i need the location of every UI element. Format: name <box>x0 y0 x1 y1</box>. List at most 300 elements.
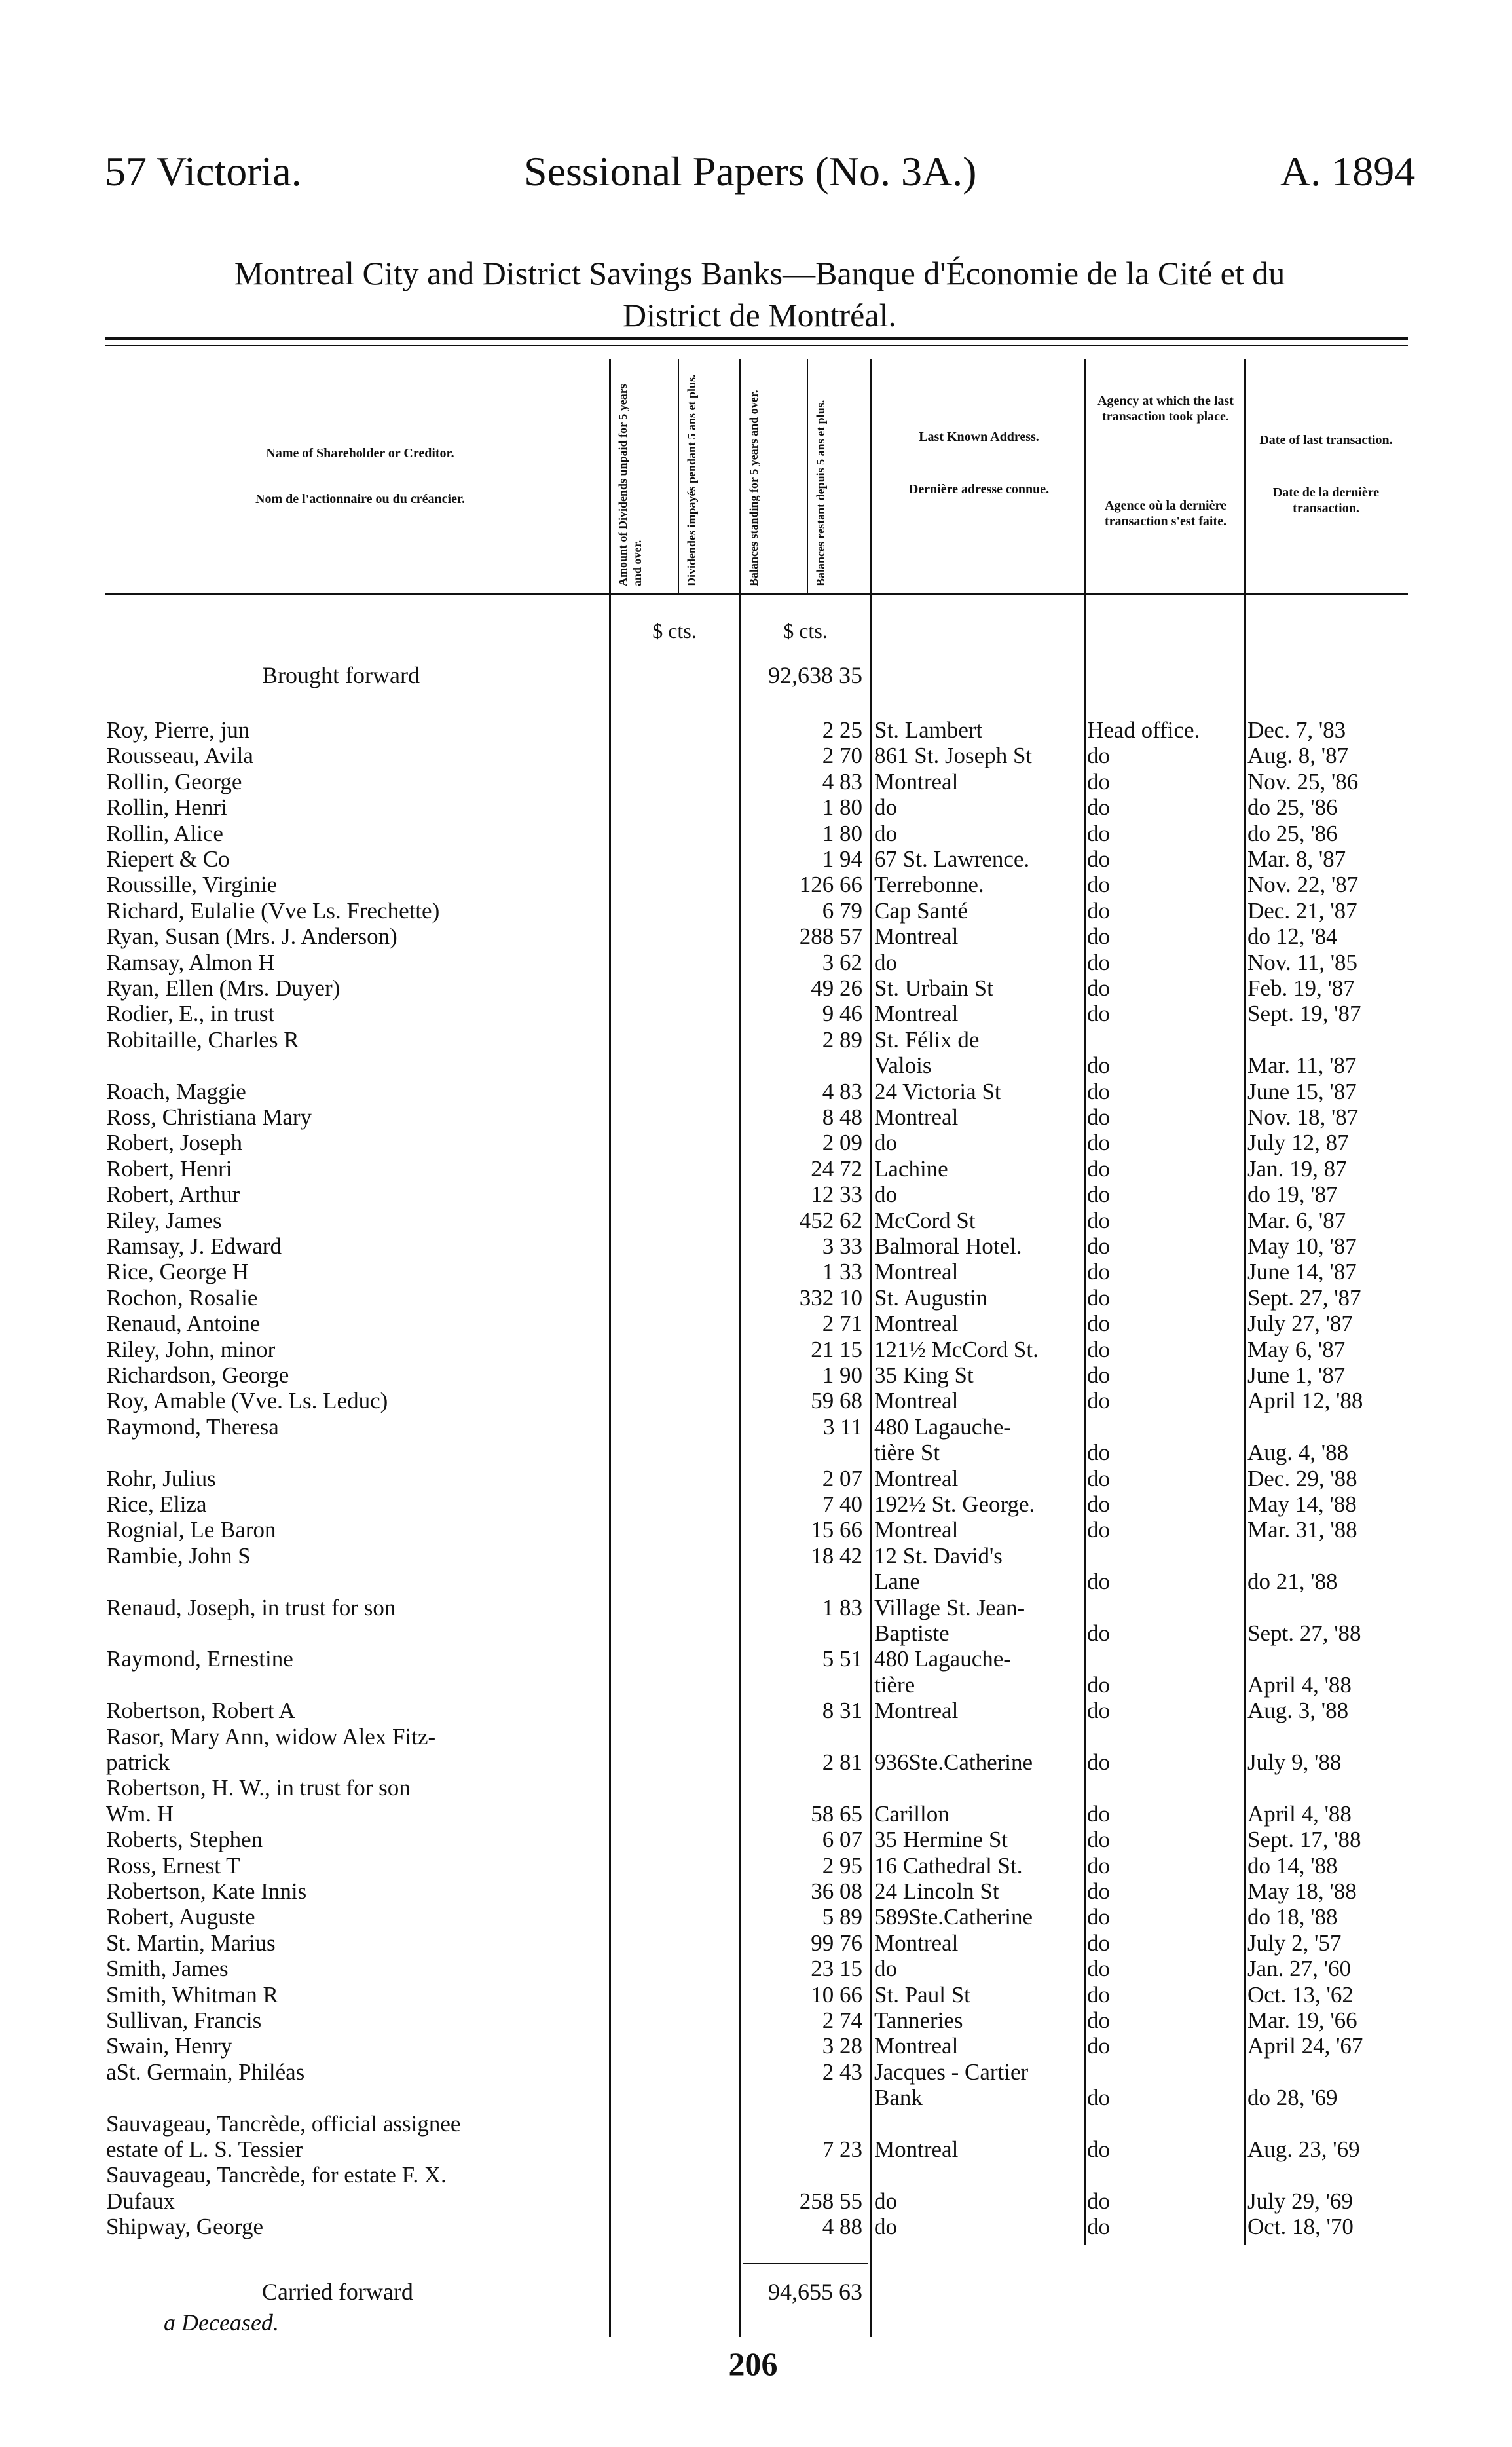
table-row <box>0 1466 1512 1491</box>
balance-amount: 21 15 <box>811 1337 862 1362</box>
last-address: Montreal <box>874 924 959 949</box>
balance-amount: 2 43 <box>822 2059 862 2085</box>
balance-amount: 23 15 <box>811 1956 862 1981</box>
table-row <box>0 1130 1512 1155</box>
table-row <box>0 1285 1512 1311</box>
agency: do <box>1087 1440 1110 1465</box>
table-row <box>0 1182 1512 1207</box>
last-address: Baptiste <box>874 1620 950 1646</box>
transaction-date: May 14, '88 <box>1247 1491 1357 1517</box>
transaction-date: Nov. 25, '86 <box>1247 769 1359 794</box>
shareholder-name: Roy, Amable (Vve. Ls. Leduc) <box>106 1388 388 1413</box>
agency: do <box>1087 1130 1110 1155</box>
table-row <box>0 2033 1512 2059</box>
shareholder-name: Rice, Eliza <box>106 1491 207 1517</box>
last-address: 192½ St. George. <box>874 1491 1035 1517</box>
top-rule-thin <box>105 345 1408 346</box>
balance-amount: 12 33 <box>811 1182 862 1207</box>
balance-amount: 3 62 <box>822 950 862 975</box>
last-address: Montreal <box>874 1517 959 1542</box>
balance-amount: 18 42 <box>811 1543 862 1569</box>
balance-amount: 452 62 <box>799 1208 862 1233</box>
transaction-date: do 12, '84 <box>1247 924 1338 949</box>
last-address: Bank <box>874 2085 923 2110</box>
last-address: Tanneries <box>874 2008 963 2033</box>
balance-amount: 2 70 <box>822 743 862 768</box>
shareholder-name: Rasor, Mary Ann, widow Alex Fitz- <box>106 1724 436 1749</box>
transaction-date: do 21, '88 <box>1247 1569 1338 1594</box>
transaction-date: Nov. 22, '87 <box>1247 872 1359 897</box>
balance-amount: 58 65 <box>811 1801 862 1827</box>
last-address: Montreal <box>874 1388 959 1413</box>
transaction-date: Dec. 29, '88 <box>1247 1466 1357 1491</box>
shareholder-name: Robitaille, Charles R <box>106 1027 299 1053</box>
last-address: St. Félix de <box>874 1027 980 1053</box>
table-row <box>0 2137 1512 2162</box>
last-address: McCord St <box>874 1208 976 1233</box>
shareholder-name: Riley, James <box>106 1208 222 1233</box>
carried-forward-amount: 94,655 63 <box>768 2279 862 2305</box>
table-row <box>0 1801 1512 1827</box>
last-address: tière <box>874 1672 915 1698</box>
table-row <box>0 1104 1512 1130</box>
shareholder-name: Shipway, George <box>106 2214 264 2239</box>
balance-amount: 7 23 <box>822 2137 862 2162</box>
agency: do <box>1087 1878 1110 1904</box>
transaction-date: Mar. 31, '88 <box>1247 1517 1357 1542</box>
table-row <box>0 1982 1512 2008</box>
total-rule <box>743 2263 868 2264</box>
transaction-date: Sept. 17, '88 <box>1247 1827 1361 1852</box>
shareholder-name: Renaud, Antoine <box>106 1311 261 1336</box>
transaction-date: July 12, 87 <box>1247 1130 1349 1155</box>
shareholder-name: Dufaux <box>106 2188 175 2214</box>
shareholder-name: Rice, George H <box>106 1259 249 1284</box>
agency: do <box>1087 1362 1110 1388</box>
shareholder-name: Robert, Auguste <box>106 1904 255 1930</box>
shareholder-name: Sullivan, Francis <box>106 2008 262 2033</box>
last-address: do <box>874 794 897 820</box>
table-row <box>0 1930 1512 1956</box>
last-address: 936Ste.Catherine <box>874 1749 1033 1775</box>
agency: do <box>1087 1285 1110 1311</box>
balance-amount: 126 66 <box>799 872 862 897</box>
agency: do <box>1087 743 1110 768</box>
page-number: 206 <box>728 2345 778 2382</box>
last-address: 67 St. Lawrence. <box>874 846 1030 872</box>
shareholder-name: Ross, Christiana Mary <box>106 1104 312 1130</box>
agency: do <box>1087 794 1110 820</box>
last-address: Lane <box>874 1569 920 1594</box>
shareholder-name: Robert, Arthur <box>106 1182 240 1207</box>
shareholder-name: Richard, Eulalie (Vve Ls. Frechette) <box>106 898 440 924</box>
table-row <box>0 1956 1512 1981</box>
shareholder-name: aSt. Germain, Philéas <box>106 2059 305 2085</box>
shareholder-name: Rollin, Henri <box>106 794 227 820</box>
transaction-date: July 27, '87 <box>1247 1311 1353 1336</box>
table-row <box>0 717 1512 743</box>
agency: do <box>1087 1053 1110 1078</box>
last-address: Cap Santé <box>874 898 968 924</box>
balance-amount: 3 28 <box>822 2033 862 2059</box>
balance-amount: 5 89 <box>822 1904 862 1930</box>
table-row <box>0 1053 1512 1078</box>
transaction-date: Aug. 23, '69 <box>1247 2137 1360 2162</box>
last-address: St. Lambert <box>874 717 983 743</box>
table-row <box>0 898 1512 924</box>
agency: do <box>1087 1517 1110 1542</box>
last-address: Montreal <box>874 2137 959 2162</box>
column-header-date: Date of last transaction. <box>1259 433 1393 447</box>
transaction-date: Oct. 18, '70 <box>1247 2214 1354 2239</box>
transaction-date: Nov. 11, '85 <box>1247 950 1358 975</box>
last-address: Montreal <box>874 1698 959 1723</box>
last-address: Lachine <box>874 1156 948 1182</box>
table-row <box>0 1517 1512 1542</box>
last-address: do <box>874 821 897 846</box>
balance-amount: 4 83 <box>822 1079 862 1104</box>
agency: do <box>1087 1569 1110 1594</box>
table-row <box>0 1440 1512 1465</box>
balance-amount: 3 11 <box>823 1414 862 1440</box>
balance-amount: 15 66 <box>811 1517 862 1542</box>
table-row <box>0 769 1512 794</box>
agency: do <box>1087 1466 1110 1491</box>
shareholder-name: Rodier, E., in trust <box>106 1001 275 1026</box>
balance-amount: 4 88 <box>822 2214 862 2239</box>
last-address: do <box>874 950 897 975</box>
table-row <box>0 2214 1512 2239</box>
last-address: 24 Victoria St <box>874 1079 1001 1104</box>
footnote: a Deceased. <box>164 2309 279 2336</box>
shareholder-name: Ramsay, J. Edward <box>106 1233 282 1259</box>
balance-amount: 9 46 <box>822 1001 862 1026</box>
last-address: Jacques - Cartier <box>874 2059 1029 2085</box>
table-row <box>0 1156 1512 1182</box>
table-row <box>0 821 1512 846</box>
agency: do <box>1087 2033 1110 2059</box>
shareholder-name: Roach, Maggie <box>106 1079 246 1104</box>
column-header-name-fr: Nom de l'actionnaire ou du créancier. <box>255 492 465 506</box>
agency: do <box>1087 1104 1110 1130</box>
table-row <box>0 2111 1512 2137</box>
shareholder-name: Raymond, Theresa <box>106 1414 279 1440</box>
last-address: St. Augustin <box>874 1285 988 1311</box>
agency: do <box>1087 1749 1110 1775</box>
agency: do <box>1087 1001 1110 1026</box>
column-header-balances: Balances standing for 5 years and over. <box>747 390 760 586</box>
transaction-date: Sept. 27, '88 <box>1247 1620 1361 1646</box>
shareholder-name: Roberts, Stephen <box>106 1827 263 1852</box>
table-row <box>0 1233 1512 1259</box>
table-row <box>0 872 1512 897</box>
transaction-date: April 4, '88 <box>1247 1672 1352 1698</box>
last-address: 589Ste.Catherine <box>874 1904 1033 1930</box>
agency: do <box>1087 1904 1110 1930</box>
shareholder-name: Sauvageau, Tancrède, official assignee <box>106 2111 461 2137</box>
agency: do <box>1087 975 1110 1001</box>
balance-amount: 6 79 <box>822 898 862 924</box>
balance-amount: 49 26 <box>811 975 862 1001</box>
title-line-2: District de Montréal. <box>623 297 896 333</box>
transaction-date: Dec. 7, '83 <box>1247 717 1346 743</box>
shareholder-name: Rollin, Alice <box>106 821 223 846</box>
balance-amount: 10 66 <box>811 1982 862 2008</box>
header-right: A. 1894 <box>1280 148 1416 195</box>
agency: do <box>1087 2085 1110 2110</box>
balance-amount: 258 55 <box>799 2188 862 2214</box>
agency: do <box>1087 1982 1110 2008</box>
transaction-date: do 14, '88 <box>1247 1853 1338 1878</box>
last-address: do <box>874 2214 897 2239</box>
agency: do <box>1087 821 1110 846</box>
table-row <box>0 1595 1512 1620</box>
last-address: do <box>874 1956 897 1981</box>
transaction-date: June 15, '87 <box>1247 1079 1357 1104</box>
shareholder-name: Robertson, Robert A <box>106 1698 295 1723</box>
table-row <box>0 1491 1512 1517</box>
column-header-balances-fr: Balances restant depuis 5 ans et plus. <box>814 400 827 586</box>
agency: do <box>1087 2137 1110 2162</box>
table-row <box>0 2162 1512 2188</box>
agency: do <box>1087 1259 1110 1284</box>
transaction-date: Mar. 8, '87 <box>1247 846 1346 872</box>
agency: do <box>1087 1827 1110 1852</box>
column-header-unpaid: Amount of Dividends unpaid for 5 years and over. <box>616 384 644 586</box>
shareholder-name: Ross, Ernest T <box>106 1853 240 1878</box>
agency: do <box>1087 846 1110 872</box>
column-header-date-fr: Date de la dernière transaction. <box>1272 485 1380 515</box>
last-address: Terrebonne. <box>874 872 984 897</box>
transaction-date: June 14, '87 <box>1247 1259 1357 1284</box>
balance-amount: 2 95 <box>822 1853 862 1878</box>
agency: do <box>1087 1956 1110 1981</box>
agency: do <box>1087 1156 1110 1182</box>
shareholder-name: Swain, Henry <box>106 2033 232 2059</box>
agency: do <box>1087 2188 1110 2214</box>
transaction-date: July 9, '88 <box>1247 1749 1342 1775</box>
table-row <box>0 1569 1512 1594</box>
last-address: do <box>874 2188 897 2214</box>
last-address: 24 Lincoln St <box>874 1878 999 1904</box>
balance-amount: 2 89 <box>822 1027 862 1053</box>
table-row <box>0 2008 1512 2033</box>
shareholder-name: Robertson, H. W., in trust for son <box>106 1775 411 1801</box>
agency: do <box>1087 1388 1110 1413</box>
table-row <box>0 924 1512 949</box>
transaction-date: Jan. 19, 87 <box>1247 1156 1347 1182</box>
transaction-date: do 19, '87 <box>1247 1182 1338 1207</box>
balance-amount: 288 57 <box>799 924 862 949</box>
last-address: 12 St. David's <box>874 1543 1003 1569</box>
last-address: 121½ McCord St. <box>874 1337 1039 1362</box>
balance-amount: 332 10 <box>799 1285 862 1311</box>
sub-column-divider <box>678 359 679 595</box>
balance-amount: 99 76 <box>811 1930 862 1956</box>
balance-amount: 1 33 <box>822 1259 862 1284</box>
brought-forward-label: Brought forward <box>262 662 420 688</box>
transaction-date: Sept. 27, '87 <box>1247 1285 1361 1311</box>
carried-forward-label: Carried forward <box>262 2279 413 2305</box>
table-row <box>0 1311 1512 1336</box>
agency: Head office. <box>1087 717 1200 743</box>
last-address: 861 St. Joseph St <box>874 743 1033 768</box>
shareholder-name: Ryan, Ellen (Mrs. Duyer) <box>106 975 341 1001</box>
shareholder-name: Ryan, Susan (Mrs. J. Anderson) <box>106 924 397 949</box>
agency: do <box>1087 1233 1110 1259</box>
last-address: Valois <box>874 1053 932 1078</box>
column-header-name: Name of Shareholder or Creditor. <box>266 446 454 460</box>
last-address: 480 Lagauche- <box>874 1646 1011 1672</box>
table-row <box>0 1362 1512 1388</box>
brought-forward-amount: 92,638 35 <box>768 662 862 688</box>
last-address: Montreal <box>874 1001 959 1026</box>
table-row <box>0 794 1512 820</box>
last-address: Montreal <box>874 769 959 794</box>
transaction-date: April 4, '88 <box>1247 1801 1352 1827</box>
header-left: 57 Victoria. <box>105 148 302 195</box>
agency: do <box>1087 1853 1110 1878</box>
balance-amount: 2 09 <box>822 1130 862 1155</box>
transaction-date: July 2, '57 <box>1247 1930 1342 1956</box>
shareholder-name: Smith, James <box>106 1956 229 1981</box>
shareholder-name: Sauvageau, Tancrède, for estate F. X. <box>106 2162 447 2188</box>
transaction-date: Oct. 13, '62 <box>1247 1982 1354 2008</box>
table-row <box>0 1337 1512 1362</box>
transaction-date: Mar. 6, '87 <box>1247 1208 1346 1233</box>
agency: do <box>1087 1491 1110 1517</box>
balance-amount: 1 80 <box>822 821 862 846</box>
transaction-date: Aug. 4, '88 <box>1247 1440 1349 1465</box>
transaction-date: Dec. 21, '87 <box>1247 898 1357 924</box>
shareholder-name: Raymond, Ernestine <box>106 1646 293 1672</box>
shareholder-name: Robertson, Kate Innis <box>106 1878 307 1904</box>
shareholder-name: Rochon, Rosalie <box>106 1285 258 1311</box>
top-rule <box>105 337 1408 340</box>
transaction-date: June 1, '87 <box>1247 1362 1346 1388</box>
last-address: 480 Lagauche- <box>874 1414 1011 1440</box>
table-row <box>0 1775 1512 1801</box>
table-row <box>0 1543 1512 1569</box>
agency: do <box>1087 872 1110 897</box>
balance-amount: 3 33 <box>822 1233 862 1259</box>
shareholder-name: Riepert & Co <box>106 846 230 872</box>
transaction-date: do 25, '86 <box>1247 821 1338 846</box>
table-row <box>0 1388 1512 1413</box>
table-row <box>0 2059 1512 2085</box>
table-row <box>0 1878 1512 1904</box>
header-bottom-rule <box>105 593 1408 595</box>
sub-column-divider <box>807 359 808 595</box>
unit-unpaid: $ cts. <box>652 619 697 643</box>
last-address: 16 Cathedral St. <box>874 1853 1023 1878</box>
column-header-agency: Agency at which the last transaction took place. <box>1097 394 1234 424</box>
shareholder-name: St. Martin, Marius <box>106 1930 276 1956</box>
agency: do <box>1087 950 1110 975</box>
balance-amount: 1 94 <box>822 846 862 872</box>
transaction-date: Sept. 19, '87 <box>1247 1001 1361 1026</box>
transaction-date: May 6, '87 <box>1247 1337 1346 1362</box>
balance-amount: 2 74 <box>822 2008 862 2033</box>
transaction-date: Aug. 8, '87 <box>1247 743 1349 768</box>
table-row <box>0 1749 1512 1775</box>
shareholder-name: Rognial, Le Baron <box>106 1517 276 1542</box>
shareholder-name: Robert, Joseph <box>106 1130 243 1155</box>
last-address: St. Paul St <box>874 1982 970 2008</box>
shareholder-name: Ramsay, Almon H <box>106 950 275 975</box>
table-row <box>0 975 1512 1001</box>
agency: do <box>1087 1337 1110 1362</box>
transaction-date: do 18, '88 <box>1247 1904 1338 1930</box>
column-header-agency-fr: Agence où la dernière transaction s'est faite. <box>1104 498 1227 529</box>
agency: do <box>1087 1182 1110 1207</box>
balance-amount: 2 07 <box>822 1466 862 1491</box>
shareholder-name: Riley, John, minor <box>106 1337 276 1362</box>
transaction-date: July 29, '69 <box>1247 2188 1353 2214</box>
shareholder-name: Richardson, George <box>106 1362 289 1388</box>
last-address: Balmoral Hotel. <box>874 1233 1022 1259</box>
table-row <box>0 1001 1512 1026</box>
table-row <box>0 1646 1512 1672</box>
table-row <box>0 1904 1512 1930</box>
balance-amount: 8 31 <box>822 1698 862 1723</box>
shareholder-name: Wm. H <box>106 1801 174 1827</box>
header-center: Sessional Papers (No. 3A.) <box>524 148 977 195</box>
shareholder-name: patrick <box>106 1749 170 1775</box>
agency: do <box>1087 1620 1110 1646</box>
transaction-date: April 12, '88 <box>1247 1388 1363 1413</box>
table-row <box>0 1620 1512 1646</box>
table-row <box>0 1698 1512 1723</box>
shareholder-name: Rollin, George <box>106 769 242 794</box>
transaction-date: May 10, '87 <box>1247 1233 1357 1259</box>
shareholder-name: Roy, Pierre, jun <box>106 717 250 743</box>
table-row <box>0 2188 1512 2214</box>
balance-amount: 7 40 <box>822 1491 862 1517</box>
document-title <box>105 252 1414 336</box>
last-address: tière St <box>874 1440 940 1465</box>
agency: do <box>1087 1698 1110 1723</box>
shareholder-name: Rousseau, Avila <box>106 743 253 768</box>
balance-amount: 2 81 <box>822 1749 862 1775</box>
shareholder-name: Smith, Whitman R <box>106 1982 278 2008</box>
agency: do <box>1087 898 1110 924</box>
agency: do <box>1087 1079 1110 1104</box>
transaction-date: Feb. 19, '87 <box>1247 975 1355 1001</box>
table-row <box>0 1724 1512 1749</box>
agency: do <box>1087 1930 1110 1956</box>
balance-amount: 4 83 <box>822 769 862 794</box>
table-row <box>0 2085 1512 2110</box>
table-row <box>0 950 1512 975</box>
table-row <box>0 1414 1512 1440</box>
agency: do <box>1087 924 1110 949</box>
agency: do <box>1087 2008 1110 2033</box>
column-header-unpaid-fr: Dividendes impayés pendant 5 ans et plus. <box>685 374 698 586</box>
table-row <box>0 1672 1512 1698</box>
last-address: 35 Hermine St <box>874 1827 1008 1852</box>
last-address: St. Urbain St <box>874 975 993 1001</box>
last-address: Montreal <box>874 1930 959 1956</box>
title-line-1: Montreal City and District Savings Banks—Banque d'Économie de la Cité et du <box>234 255 1285 291</box>
transaction-date: Mar. 19, '66 <box>1247 2008 1357 2033</box>
shareholder-name: Renaud, Joseph, in trust for son <box>106 1595 396 1620</box>
last-address: Montreal <box>874 1466 959 1491</box>
unit-balances: $ cts. <box>783 619 828 643</box>
shareholder-name: Robert, Henri <box>106 1156 232 1182</box>
transaction-date: May 18, '88 <box>1247 1878 1357 1904</box>
balance-amount: 1 90 <box>822 1362 862 1388</box>
